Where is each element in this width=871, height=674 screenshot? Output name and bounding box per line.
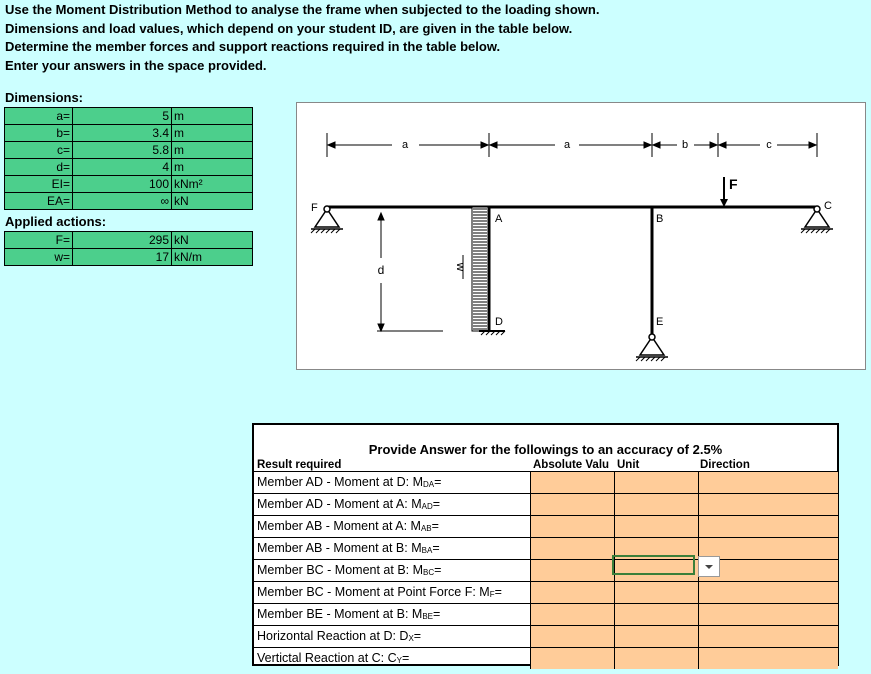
table-row — [254, 471, 837, 493]
action-unit[interactable]: kN/m — [172, 249, 253, 266]
node-b-label: B — [656, 213, 664, 225]
dimensions-table — [4, 107, 253, 210]
dim-unit[interactable]: m — [172, 108, 253, 125]
actions-table — [4, 231, 253, 266]
frame-diagram — [296, 102, 866, 370]
table-row — [5, 193, 253, 210]
selected-cell[interactable] — [612, 555, 695, 575]
dim-unit[interactable]: m — [172, 159, 253, 176]
dim-c-label: c — [766, 139, 772, 151]
value-cell[interactable] — [530, 648, 614, 669]
result-label: Member AB - Moment at B: $M_{BA}=$ — [257, 541, 440, 555]
node-e-label: E — [656, 316, 664, 328]
table-row — [5, 142, 253, 159]
table-row — [254, 603, 837, 625]
direction-cell[interactable] — [698, 626, 838, 647]
result-label: Member BE - Moment at B: $M_{BE}=$ — [257, 607, 441, 621]
result-label: Member BC - Moment at B: $M_{BC}=$ — [257, 563, 442, 577]
unit-cell[interactable] — [614, 648, 698, 669]
dim-value[interactable]: 5.8 — [73, 142, 172, 159]
table-row — [254, 647, 837, 669]
table-row — [254, 515, 837, 537]
dim-name[interactable]: EA= — [5, 193, 73, 210]
instruction-line: Enter your answers in the space provided. — [5, 57, 267, 73]
dim-d-label: d — [377, 263, 385, 277]
table-row — [254, 581, 837, 603]
table-row — [254, 625, 837, 647]
direction-cell[interactable] — [698, 604, 838, 625]
direction-cell[interactable] — [698, 648, 838, 669]
instruction-line: Dimensions and load values, which depend on your student ID, are given in the table below. — [5, 20, 573, 36]
table-row — [5, 232, 253, 249]
answer-title: Provide Answer for the followings to an accuracy of 2.5% — [368, 442, 723, 457]
instruction-line: Determine the member forces and support reactions required in the table below. — [5, 39, 501, 54]
instructions — [5, 1, 599, 75]
dim-value[interactable]: 100 — [73, 176, 172, 193]
direction-cell[interactable] — [698, 472, 838, 493]
table-row — [254, 559, 837, 581]
dim-name[interactable]: b= — [5, 125, 73, 142]
table-row — [5, 125, 253, 142]
dim-unit[interactable]: kNm² — [172, 176, 253, 193]
dropdown-button[interactable] — [698, 556, 720, 577]
unit-cell[interactable] — [614, 604, 698, 625]
answer-rows — [254, 471, 837, 669]
direction-cell[interactable] — [698, 516, 838, 537]
instruction-line: Use the Moment Distribution Method to analyse the frame when subjected to the loading shown. — [5, 2, 600, 17]
table-row — [5, 108, 253, 125]
dim-a-left-label: a — [401, 139, 409, 151]
unit-cell[interactable] — [614, 582, 698, 603]
load-w-label: w — [454, 262, 468, 272]
actions-label: Applied actions: — [5, 214, 107, 229]
unit-cell[interactable] — [614, 626, 698, 647]
dim-name[interactable]: c= — [5, 142, 73, 159]
value-cell[interactable] — [530, 626, 614, 647]
table-row — [5, 249, 253, 266]
load-f-label: F — [729, 176, 738, 192]
value-cell[interactable] — [530, 516, 614, 537]
dim-unit[interactable]: m — [172, 142, 253, 159]
col-header-value: Absolute Valu — [533, 459, 610, 471]
value-cell[interactable] — [530, 604, 614, 625]
unit-cell[interactable] — [614, 494, 698, 515]
value-cell[interactable] — [530, 538, 614, 559]
table-row — [5, 176, 253, 193]
result-label: Member AD - Moment at D: $M_{DA}=$ — [257, 475, 442, 489]
dim-unit[interactable]: kN — [172, 193, 253, 210]
node-d-label: D — [495, 316, 503, 328]
table-row — [254, 537, 837, 559]
dim-name[interactable]: a= — [5, 108, 73, 125]
result-label: Member AD - Moment at A: $M_{AD}=$ — [257, 497, 441, 511]
action-unit[interactable]: kN — [172, 232, 253, 249]
col-header-unit: Unit — [617, 459, 640, 471]
col-header-direction: Direction — [700, 459, 750, 471]
node-c-label: C — [824, 200, 832, 212]
result-label: Member AB - Moment at A: $M_{AB}=$ — [257, 519, 439, 533]
result-label: Vertictal Reaction at C: $C_Y=$ — [257, 651, 410, 665]
value-cell[interactable] — [530, 560, 614, 581]
direction-cell[interactable] — [698, 494, 838, 515]
result-label: Member BC - Moment at Point Force F: $M_F=$ — [257, 585, 502, 599]
dim-name[interactable]: d= — [5, 159, 73, 176]
action-value[interactable]: 17 — [73, 249, 172, 266]
unit-cell[interactable] — [614, 516, 698, 537]
value-cell[interactable] — [530, 472, 614, 493]
value-cell[interactable] — [530, 582, 614, 603]
dim-name[interactable]: EI= — [5, 176, 73, 193]
action-value[interactable]: 295 — [73, 232, 172, 249]
table-row — [5, 159, 253, 176]
answer-table — [252, 423, 839, 666]
action-name[interactable]: F= — [5, 232, 73, 249]
action-name[interactable]: w= — [5, 249, 73, 266]
dim-value[interactable]: 4 — [73, 159, 172, 176]
dim-value[interactable]: ∞ — [73, 193, 172, 210]
unit-cell[interactable] — [614, 472, 698, 493]
chevron-down-icon — [699, 557, 719, 576]
dim-a-right-label: a — [563, 139, 571, 151]
dim-b-label: b — [681, 139, 689, 151]
dimensions-label: Dimensions: — [5, 90, 84, 105]
col-header-result: Result required — [257, 459, 342, 471]
direction-cell[interactable] — [698, 582, 838, 603]
dim-unit[interactable]: m — [172, 125, 253, 142]
node-f-label: F — [311, 202, 318, 214]
value-cell[interactable] — [530, 494, 614, 515]
dim-value[interactable]: 3.4 — [73, 125, 172, 142]
dim-value[interactable]: 5 — [73, 108, 172, 125]
node-a-label: A — [495, 213, 503, 225]
table-row — [254, 493, 837, 515]
result-label: Horizontal Reaction at D: $D_X=$ — [257, 629, 422, 643]
